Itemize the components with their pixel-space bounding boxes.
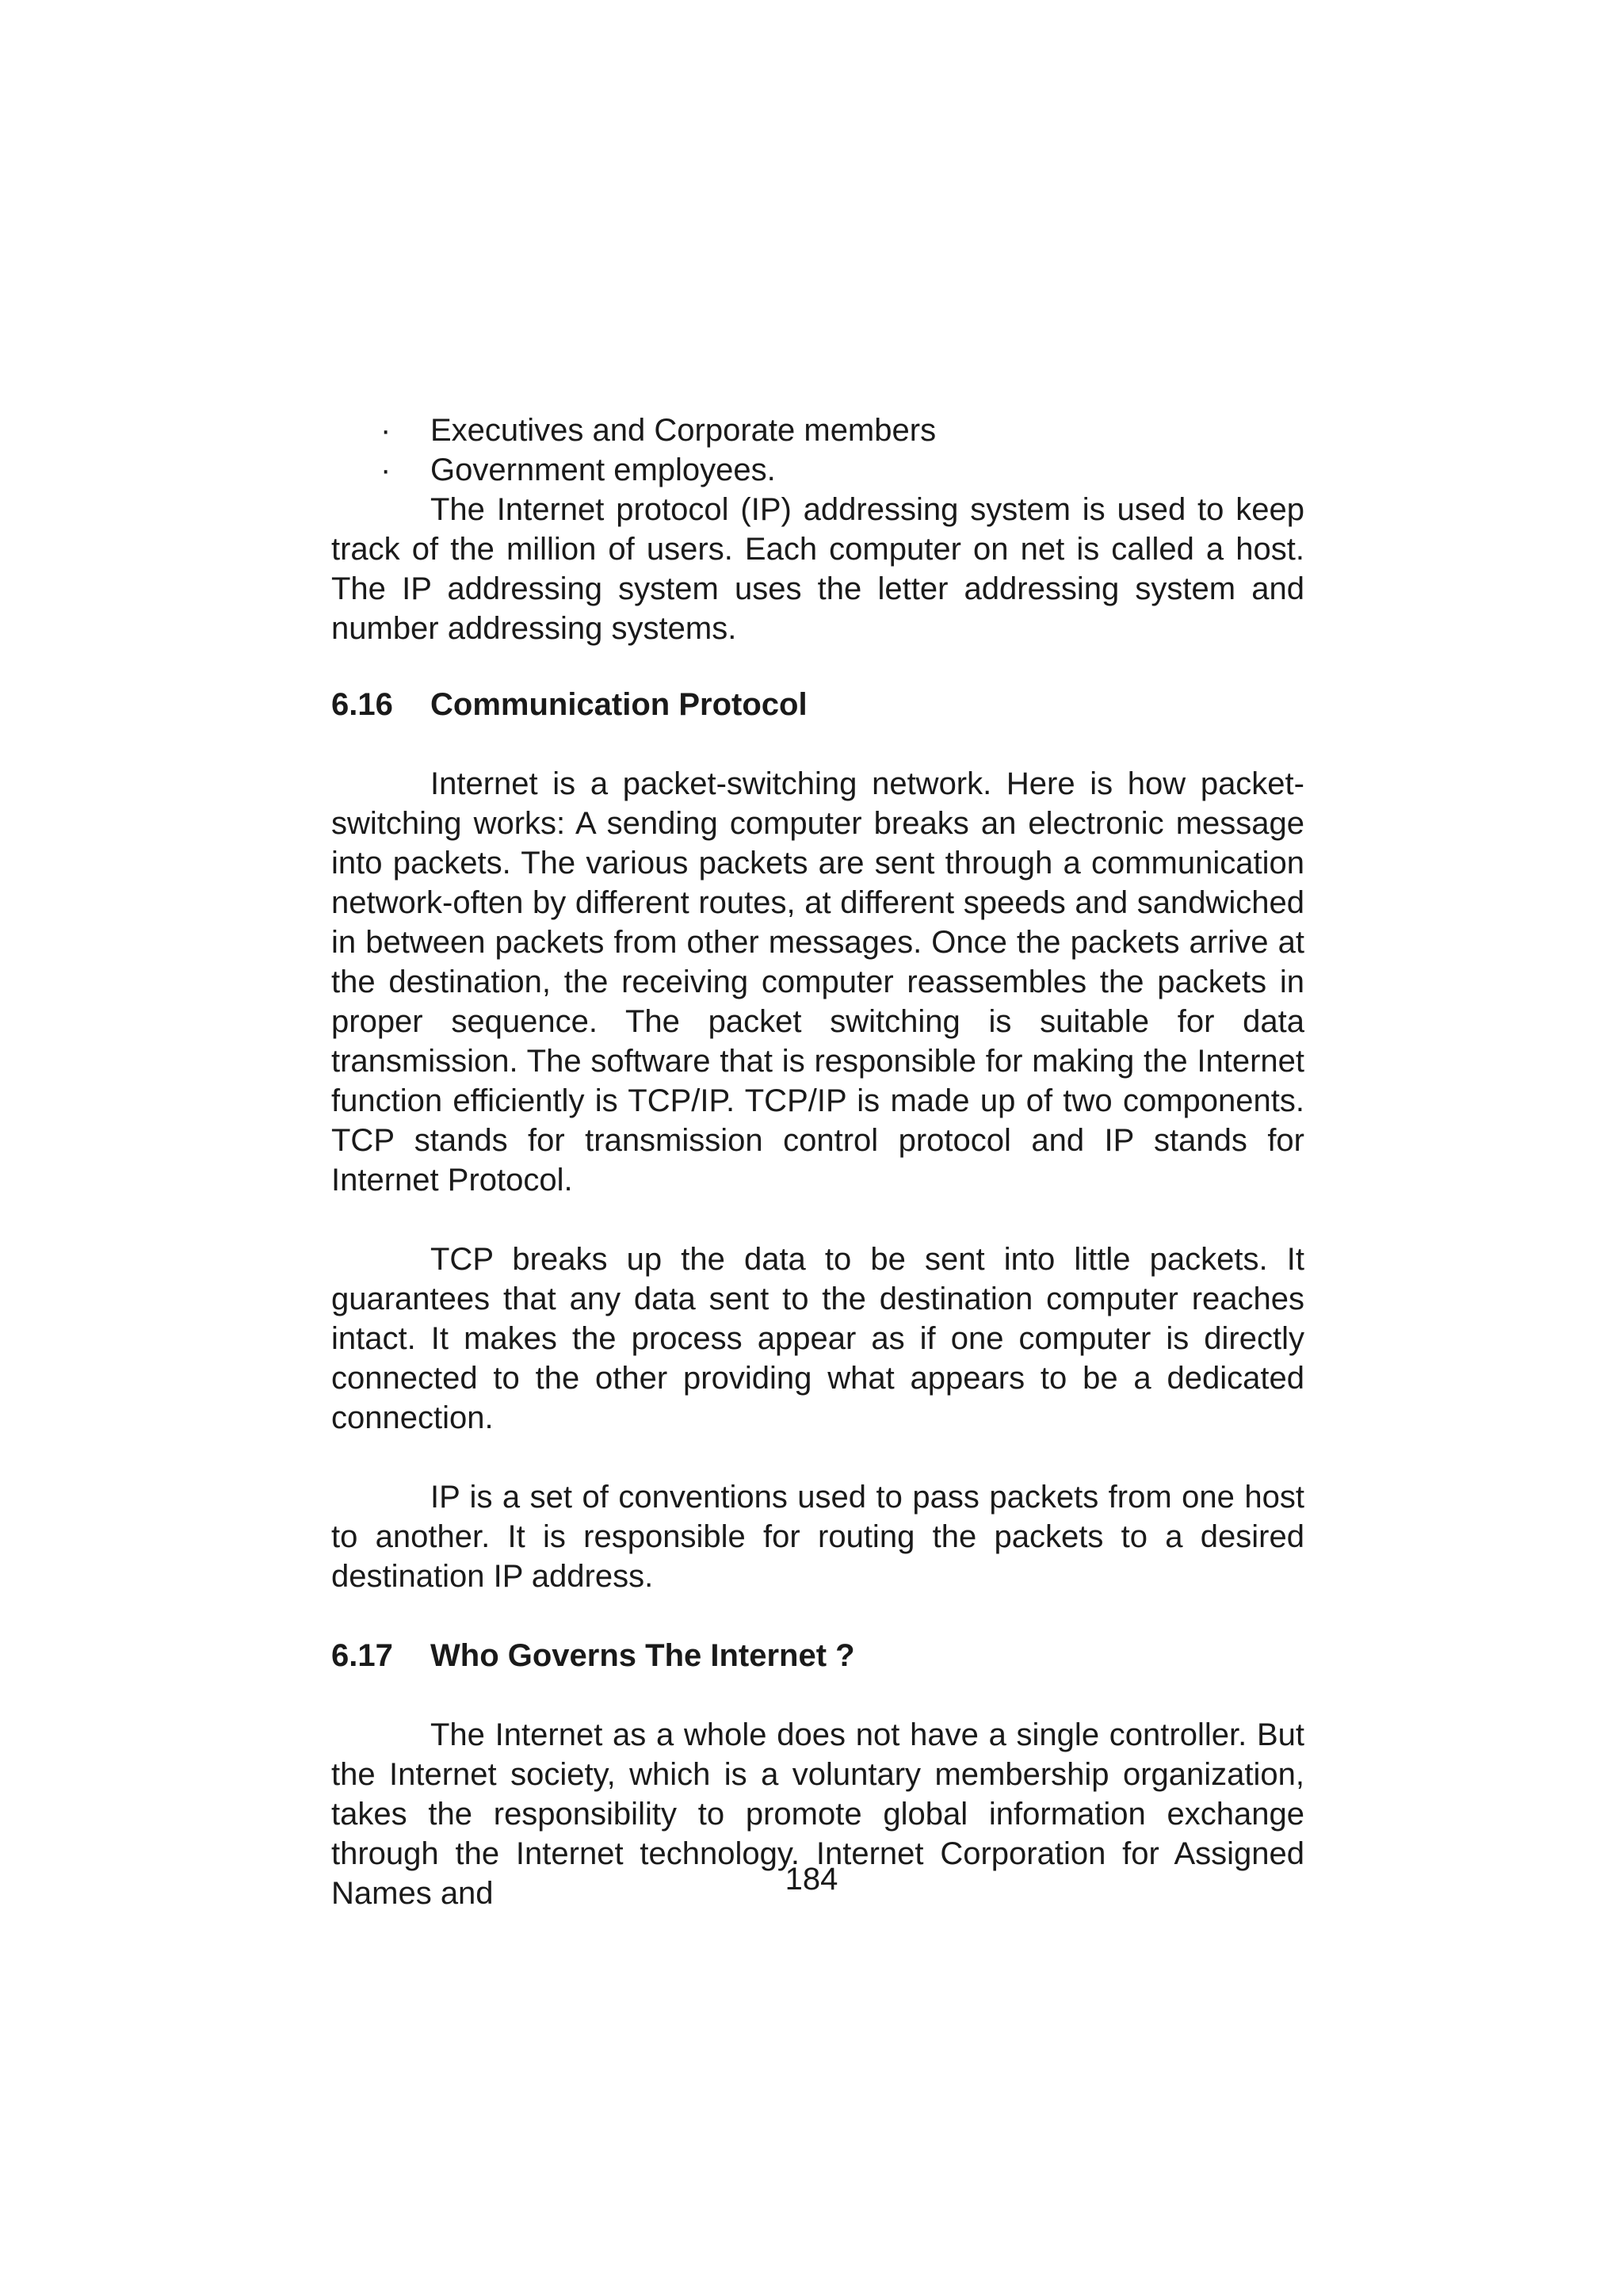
paragraph-tcp: TCP breaks up the data to be sent into little packets. It guarantees that any data sent to the destination computer reaches intact. It makes the process appear as if one computer is directly connected to the other providing what appears to be a dedicated connection.: [331, 1242, 1304, 1435]
bullet-mark: ·: [380, 453, 391, 487]
section-number: 6.16: [331, 687, 393, 722]
bullet-text: Executives and Corporate members: [430, 413, 937, 448]
paragraph-packet-switching: Internet is a packet-switching network. Here is how packet-switching works: A sending computer breaks an electronic message into packets. The various packets are sent through a communication network-often by different routes, at different speeds and sandwiched in between packets from other messages. Once the packets arrive at the destination, the receiving computer reassembles the packets in proper sequence. The packet switching is suitable for data transmission. The software that is responsible for making the Internet function efficiently is TCP/IP. TCP/IP is made up of two components. TCP stands for transmission control protocol and IP stands for Internet Protocol.: [331, 766, 1304, 1198]
section-number: 6.17: [331, 1638, 393, 1673]
page-content: [331, 411, 1304, 1913]
section-title: Who Governs The Internet ?: [430, 1638, 855, 1673]
bullet-item: [331, 450, 1304, 490]
bullet-mark: ·: [380, 413, 391, 448]
paragraph-governance: The Internet as a whole does not have a single controller. But the Internet society, which is a voluntary membership organization, takes the responsibility to promote global information exchange through the Internet technology. Internet Corporation for Assigned Names and: [331, 1717, 1304, 1911]
page-number: 184: [785, 1862, 838, 1897]
paragraph-ip: IP is a set of conventions used to pass packets from one host to another. It is responsible for routing the packets to a desired destination IP address.: [331, 1480, 1304, 1594]
bullet-item: [331, 411, 1304, 450]
section-heading-6-17: [331, 1636, 1304, 1675]
intro-paragraph: The Internet protocol (IP) addressing system is used to keep track of the million of users. Each computer on net is called a host. The IP addressing system uses the letter addressing system and number addressing systems.: [331, 492, 1304, 646]
bullet-list: [331, 411, 1304, 490]
section-heading-6-16: [331, 685, 1304, 724]
bullet-text: Government employees.: [430, 453, 776, 487]
section-title: Communication Protocol: [430, 687, 808, 722]
